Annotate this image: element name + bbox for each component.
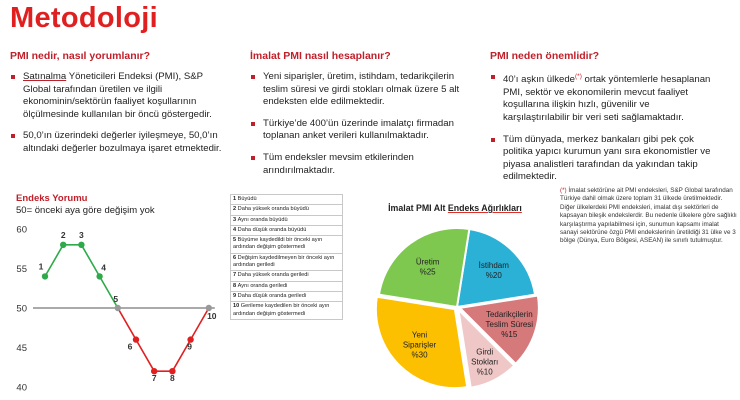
slice-label-line: Üretim bbox=[415, 257, 440, 267]
footnote-marker: (*) bbox=[575, 73, 582, 80]
legend-number: 6 bbox=[233, 254, 238, 261]
line-segment bbox=[45, 245, 63, 277]
footnote-marker: (*) bbox=[560, 187, 567, 194]
column-what-is-pmi bbox=[10, 50, 230, 165]
legend-row bbox=[231, 291, 343, 301]
legend-cell bbox=[231, 205, 343, 215]
legend-number: 3 bbox=[233, 216, 238, 223]
slice-label-line: %25 bbox=[419, 267, 436, 277]
bullet-item: Yeni siparişler, üretim, istihdam, tedarikçilerin teslim süresi ve girdi stokları olmak üzere 5 alt endeksten elde edilmektedir. bbox=[250, 71, 468, 109]
bullet-item bbox=[490, 71, 718, 125]
slice-label-line: Yeni bbox=[411, 330, 428, 340]
slice-label-line: Teslim Süresi bbox=[485, 319, 534, 329]
line-chart bbox=[0, 215, 225, 395]
legend-text: Daha düşük oranda büyüdü bbox=[237, 226, 307, 233]
legend-cell bbox=[231, 302, 343, 320]
y-tick-label: 55 bbox=[16, 264, 27, 275]
legend-cell bbox=[231, 236, 343, 254]
legend-text: Gerileme kaydedilen bir önceki ayın ardından değişim göstermedi bbox=[233, 303, 330, 317]
legend-row bbox=[231, 225, 343, 235]
legend-row bbox=[231, 281, 343, 291]
legend-text: Aynı oranda geriledi bbox=[237, 282, 288, 289]
pie-title-text: İmalat PMI Alt bbox=[388, 203, 448, 213]
y-tick-label: 45 bbox=[16, 343, 27, 354]
slice-label-line: %30 bbox=[411, 350, 428, 360]
legend-row bbox=[231, 271, 343, 281]
legend-cell bbox=[231, 291, 343, 301]
bullet-item bbox=[10, 71, 230, 121]
bullet-text: 40’ı aşkın ülkede bbox=[503, 74, 575, 86]
point-label: 6 bbox=[127, 341, 133, 352]
point-label: 8 bbox=[170, 373, 175, 384]
column-heading: PMI neden önemlidir? bbox=[490, 50, 600, 62]
bullet-item: Tüm dünyada, merkez bankaları gibi pek çok politika yapıcı kurumun yanı sıra ekonomistler ve piyasa analistleri tarafından da yakından takip edilmektedir. bbox=[490, 134, 718, 184]
slice-label-line: Tedarikçilerin bbox=[485, 309, 533, 319]
data-point bbox=[60, 242, 66, 248]
y-tick-label: 40 bbox=[16, 382, 27, 394]
column-heading: İmalat PMI nasıl hesaplanır? bbox=[250, 50, 391, 62]
legend-cell bbox=[231, 215, 343, 225]
page-title: Metodoloji bbox=[10, 2, 158, 34]
legend-row bbox=[231, 205, 343, 215]
legend-text: Büyüme kaydedildi bir önceki ayın ardından değişim göstermedi bbox=[233, 237, 323, 251]
legend-number: 2 bbox=[233, 206, 238, 213]
y-tick-label: 60 bbox=[16, 224, 27, 236]
bullet-item: Tüm endeksler mevsim etkilerinden arındırılmaktadır. bbox=[250, 152, 468, 177]
point-label: 5 bbox=[113, 294, 119, 304]
slice-label-line: %10 bbox=[476, 367, 493, 377]
legend-text: Daha yüksek oranda büyüdü bbox=[237, 206, 309, 213]
slice-label-line: Girdi bbox=[476, 347, 494, 357]
pie-chart bbox=[360, 212, 555, 400]
y-tick-label: 50 bbox=[16, 303, 27, 315]
legend-number: 5 bbox=[233, 237, 238, 244]
point-label: 2 bbox=[60, 229, 66, 240]
legend-row bbox=[231, 236, 343, 254]
line-segment bbox=[136, 340, 154, 372]
data-point bbox=[133, 336, 139, 342]
legend-cell bbox=[231, 225, 343, 235]
slice-label-line: %20 bbox=[485, 271, 502, 281]
slice-label-line: İstihdam bbox=[478, 261, 509, 271]
footnote bbox=[560, 187, 738, 246]
legend-cell bbox=[231, 253, 343, 271]
legend-number: 7 bbox=[233, 272, 238, 279]
line-segment bbox=[191, 308, 209, 340]
legend-text: Değişim kaydedilmeyen bir önceki ayın ardından geriledi bbox=[233, 254, 335, 269]
legend-row bbox=[231, 215, 343, 225]
legend-text: Aynı oranda büyüdü bbox=[237, 216, 288, 223]
line-chart-title: Endeks Yorumu bbox=[16, 193, 88, 204]
point-label: 3 bbox=[79, 229, 84, 240]
line-chart-subtitle: 50= önceki aya göre değişim yok bbox=[16, 205, 155, 216]
legend-number: 10 bbox=[233, 303, 241, 310]
legend-table bbox=[230, 194, 343, 320]
legend-row bbox=[231, 302, 343, 320]
point-label: 4 bbox=[101, 262, 106, 273]
legend-cell bbox=[231, 271, 343, 281]
line-segment bbox=[118, 308, 136, 340]
point-label: 1 bbox=[38, 261, 44, 272]
bullet-text: ortak yöntemlerle hesaplanan PMI, sektör ve ekonomilerin mevcut faaliyet koşullarına ilişkin hızlı, güvenilir ve karşılaştırılabilir bir veri seti sağlamaktadır. bbox=[503, 74, 711, 123]
slice-label-line: Siparişler bbox=[402, 340, 437, 350]
data-point bbox=[42, 273, 48, 279]
column-how-calculated bbox=[250, 50, 468, 186]
legend-text: Daha düşük oranda geriledi bbox=[237, 292, 307, 299]
bullet-item: 50,0’ın üzerindeki değerler iyileşmeye, 50,0’ın altındaki değerler bozulmaya işaret etmektedir. bbox=[10, 130, 230, 155]
legend-number: 8 bbox=[233, 282, 238, 289]
data-point bbox=[115, 305, 121, 311]
point-label: 9 bbox=[187, 341, 192, 352]
point-label: 10 bbox=[207, 311, 217, 321]
bullet-underlined-text: Satınalma bbox=[23, 71, 67, 82]
legend-row bbox=[231, 253, 343, 271]
legend-text: Büyüdü bbox=[237, 196, 257, 202]
pie-title-underlined: Endeks Ağırlıkları bbox=[447, 203, 522, 213]
data-point bbox=[96, 273, 102, 279]
data-point bbox=[78, 242, 84, 248]
legend-number: 4 bbox=[233, 226, 238, 233]
footnote-text: İmalat sektörüne ait PMI endeksleri, S&P Global tarafından Türkiye dahil olmak üzere toplam 31 ülkede üretilmektedir. Diğer ülkelerdeki PMI endeksleri, imalat dışı sektörleri de kapsayan bileşik endekslerdir. Bu nedenle ülkelere göre sağlıklı karşılaştırma yapılabilmesi için, sunumun kapsamı imalat sanayi sektörüne özgü PMI endekslerinin üretildiği 31 ülke ve 3 bölge (Dünya, Euro Bölgesi, ASEAN) ile sınırlı tutulmuştur. bbox=[560, 187, 737, 245]
bullet-item: Türkiye’de 400’ün üzerinde imalatçı firmadan toplanan anket verileri kullanılmaktadır. bbox=[250, 118, 468, 143]
slice-label-line: Stokları bbox=[471, 357, 499, 367]
legend-text: Daha yüksek oranda geriledi bbox=[237, 272, 309, 279]
point-label: 7 bbox=[151, 373, 157, 384]
column-why-important bbox=[490, 50, 718, 193]
bullet-text: Yöneticileri Endeksi (PMI), S&P Global tarafından üretilen ve ilgili ekonominin/sektörün faaliyet koşullarının ölçülmesinde kullanılan bir öncü göstergedir. bbox=[23, 71, 212, 120]
legend-number: 9 bbox=[233, 292, 238, 299]
legend-cell bbox=[231, 195, 343, 205]
line-segment bbox=[81, 245, 99, 277]
slice-label-line: %15 bbox=[501, 329, 518, 339]
legend-cell bbox=[231, 281, 343, 291]
legend-row bbox=[231, 195, 343, 205]
column-heading: PMI nedir, nasıl yorumlanır? bbox=[10, 50, 151, 62]
legend-number: 1 bbox=[233, 196, 238, 202]
